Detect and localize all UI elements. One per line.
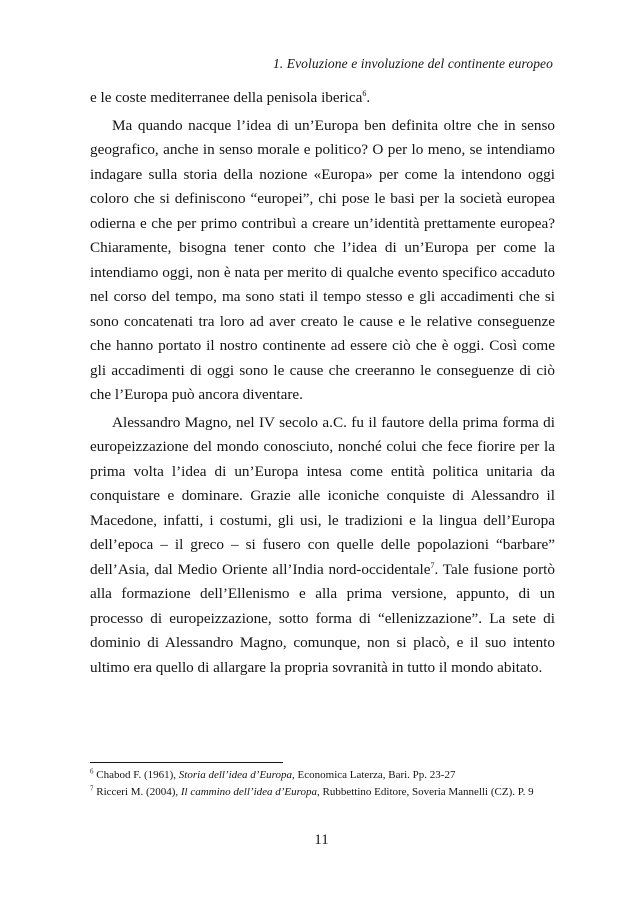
paragraph-text: Alessandro Magno, nel IV secolo a.C. fu il fautore della prima forma di europeizzazione del mondo conosciuto, nonché colui che fece fiorire per la prima volta l’idea di un’Europa intesa come entità politica unitaria da conquistare e dominare. Grazie alle iconiche conquiste di Alessandro il Macedone, infatti, i costumi, gli usi, le tradizioni e la lingua dell’Europa dell’epoca – il greco – si fusero con quelle delle popolazioni “barbare” dell’Asia, dal Medio Oriente all’India nord-occidentale [90,413,555,578]
paragraph-text: e le coste mediterranee della penisola iberica [90,89,363,106]
footnote-ref-6: 6 [362,88,367,98]
footnote-ref-7: 7 [430,560,435,570]
paragraph-text-end: . Tale fusione portò alla formazione dell’Ellenismo e alla prima versione, appunto, di un processo di europeizzazione, sotto forma di “ellenizzazione”. La sete di dominio di Alessandro Magno, comunque, non si placò, e il suo intento ultimo era quello di allargare la propria sovranità in tutto il mondo abitato. [90,560,555,676]
running-header: 1. Evoluzione e involuzione del continente europeo [272,56,553,71]
footnote-number: 7 [90,783,94,792]
footnote-text-end: , Rubbettino Editore, Soveria Mannelli (CZ). P. 9 [317,785,534,798]
footnote-number: 6 [90,767,94,776]
body-text [90,86,555,680]
footnote-text: Ricceri M. (2004), [96,785,181,798]
footnote-divider [90,762,283,763]
footnote-text-end: , Economica Laterza, Bari. Pp. 23-27 [292,769,456,781]
footnote-title: Il cammino dell’idea d’Europa [180,785,318,798]
page-number: 11 [314,832,329,848]
footnote-title: Storia dell’idea d’Europa [178,769,293,781]
footnote [90,785,555,800]
paragraph-europe-origin: Ma quando nacque l’idea di un’Europa ben definita oltre che in senso geografico, anche in senso morale e politico? O per lo meno, se intendiamo indagare sulla storia della nozione «Europa» per come la intendono oggi coloro che si definiscono “europei”, chi pose le basi per la società europea odierna e che per primo contribuì a creare un’identità prettamente europea? Chiaramente, bisogna tener conto che l’idea di un’Europa per come la intendiamo oggi, non è nata per merito di qualche evento specifico accaduto nel corso del tempo, ma sono stati il tempo stesso e gli accadimenti che si sono concatenati tra loro ad aver creato le cause e le relative conseguenze che hanno portato il nostro continente ad essere ciò che è oggi. Così come gli accadimenti di oggi sono le cause che creeranno le conseguenze di ciò che l’Europa può ancora diventare. [90,116,555,403]
paragraph-continuation [90,86,555,111]
paragraph-text-end: . [366,89,371,106]
footnote [90,768,555,783]
footnotes [90,768,555,801]
footnote-text: Chabod F. (1961), [96,769,179,781]
paragraph-alexander [90,411,555,681]
